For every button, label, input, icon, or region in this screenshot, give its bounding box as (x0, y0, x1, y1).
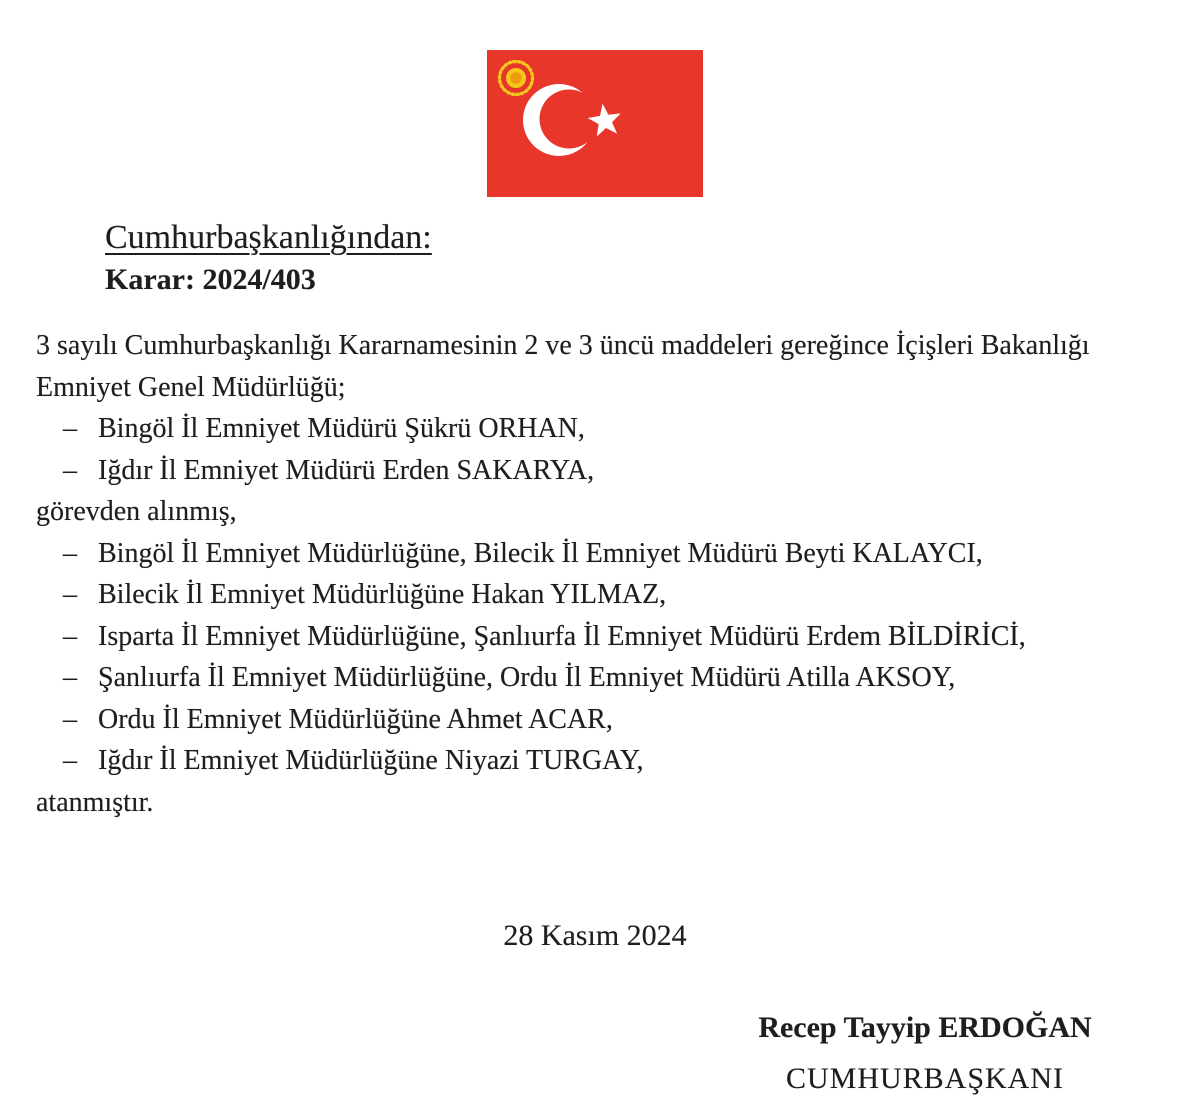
decree-body (36, 325, 1176, 823)
paragraph-line: Emniyet Genel Müdürlüğü; (36, 371, 346, 403)
list-item (36, 533, 1176, 575)
list-item-text: Bilecik İl Emniyet Müdürlüğüne Hakan YILMAZ, (98, 579, 667, 610)
dash-marker: – (63, 579, 77, 610)
list-item-text: Ordu İl Emniyet Müdürlüğüne Ahmet ACAR, (98, 703, 613, 735)
list-item-text: Iğdır İl Emniyet Müdürü Erden SAKARYA, (98, 454, 595, 486)
dash-marker: – (63, 745, 77, 776)
paragraph-line: 3 sayılı Cumhurbaşkanlığı Kararnamesinin 2 ve 3 üncü maddeleri gereğince İçişleri Bakanlığı (36, 330, 1090, 361)
list-item-text: Bingöl İl Emniyet Müdürü Şükrü ORHAN, (98, 413, 585, 444)
list-item (36, 574, 1176, 616)
signature-block (725, 1002, 1125, 1104)
signatory-title: CUMHURBAŞKANI (785, 1062, 1065, 1095)
list-item (36, 657, 1176, 699)
list-item-text: Şanlıurfa İl Emniyet Müdürlüğüne, Ordu İl Emniyet Müdürü Atilla AKSOY, (98, 662, 956, 693)
dash-marker: – (63, 537, 77, 569)
decision-number: Karar: 2024/403 (105, 263, 316, 296)
list-item (36, 699, 1176, 741)
sun-core (510, 72, 522, 84)
list-item-text: Isparta İl Emniyet Müdürlüğüne, Şanlıurfa İl Emniyet Müdürü Erdem BİLDİRİCİ, (98, 620, 1026, 652)
list-item (36, 616, 1176, 658)
decree-date: 28 Kasım 2024 (503, 919, 687, 952)
dash-marker: – (63, 413, 77, 444)
dismissal-closing: görevden alınmış, (36, 496, 237, 527)
turkish-presidential-flag-icon (487, 50, 703, 197)
dash-marker: – (63, 620, 77, 652)
appointment-closing: atanmıştır. (36, 786, 154, 818)
list-item (36, 450, 1176, 492)
list-item-text: Bingöl İl Emniyet Müdürlüğüne, Bilecik İl Emniyet Müdürü Beyti KALAYCI, (98, 537, 983, 569)
list-item-text: Iğdır İl Emniyet Müdürlüğüne Niyazi TURGAY, (98, 745, 644, 776)
dash-marker: – (63, 703, 77, 735)
dash-marker: – (63, 662, 77, 693)
list-item (36, 740, 1176, 782)
dash-marker: – (63, 454, 77, 486)
list-item (36, 408, 1176, 450)
signatory-name: Recep Tayyip ERDOĞAN (758, 1011, 1092, 1044)
issuer-heading: Cumhurbaşkanlığından: (105, 219, 432, 256)
